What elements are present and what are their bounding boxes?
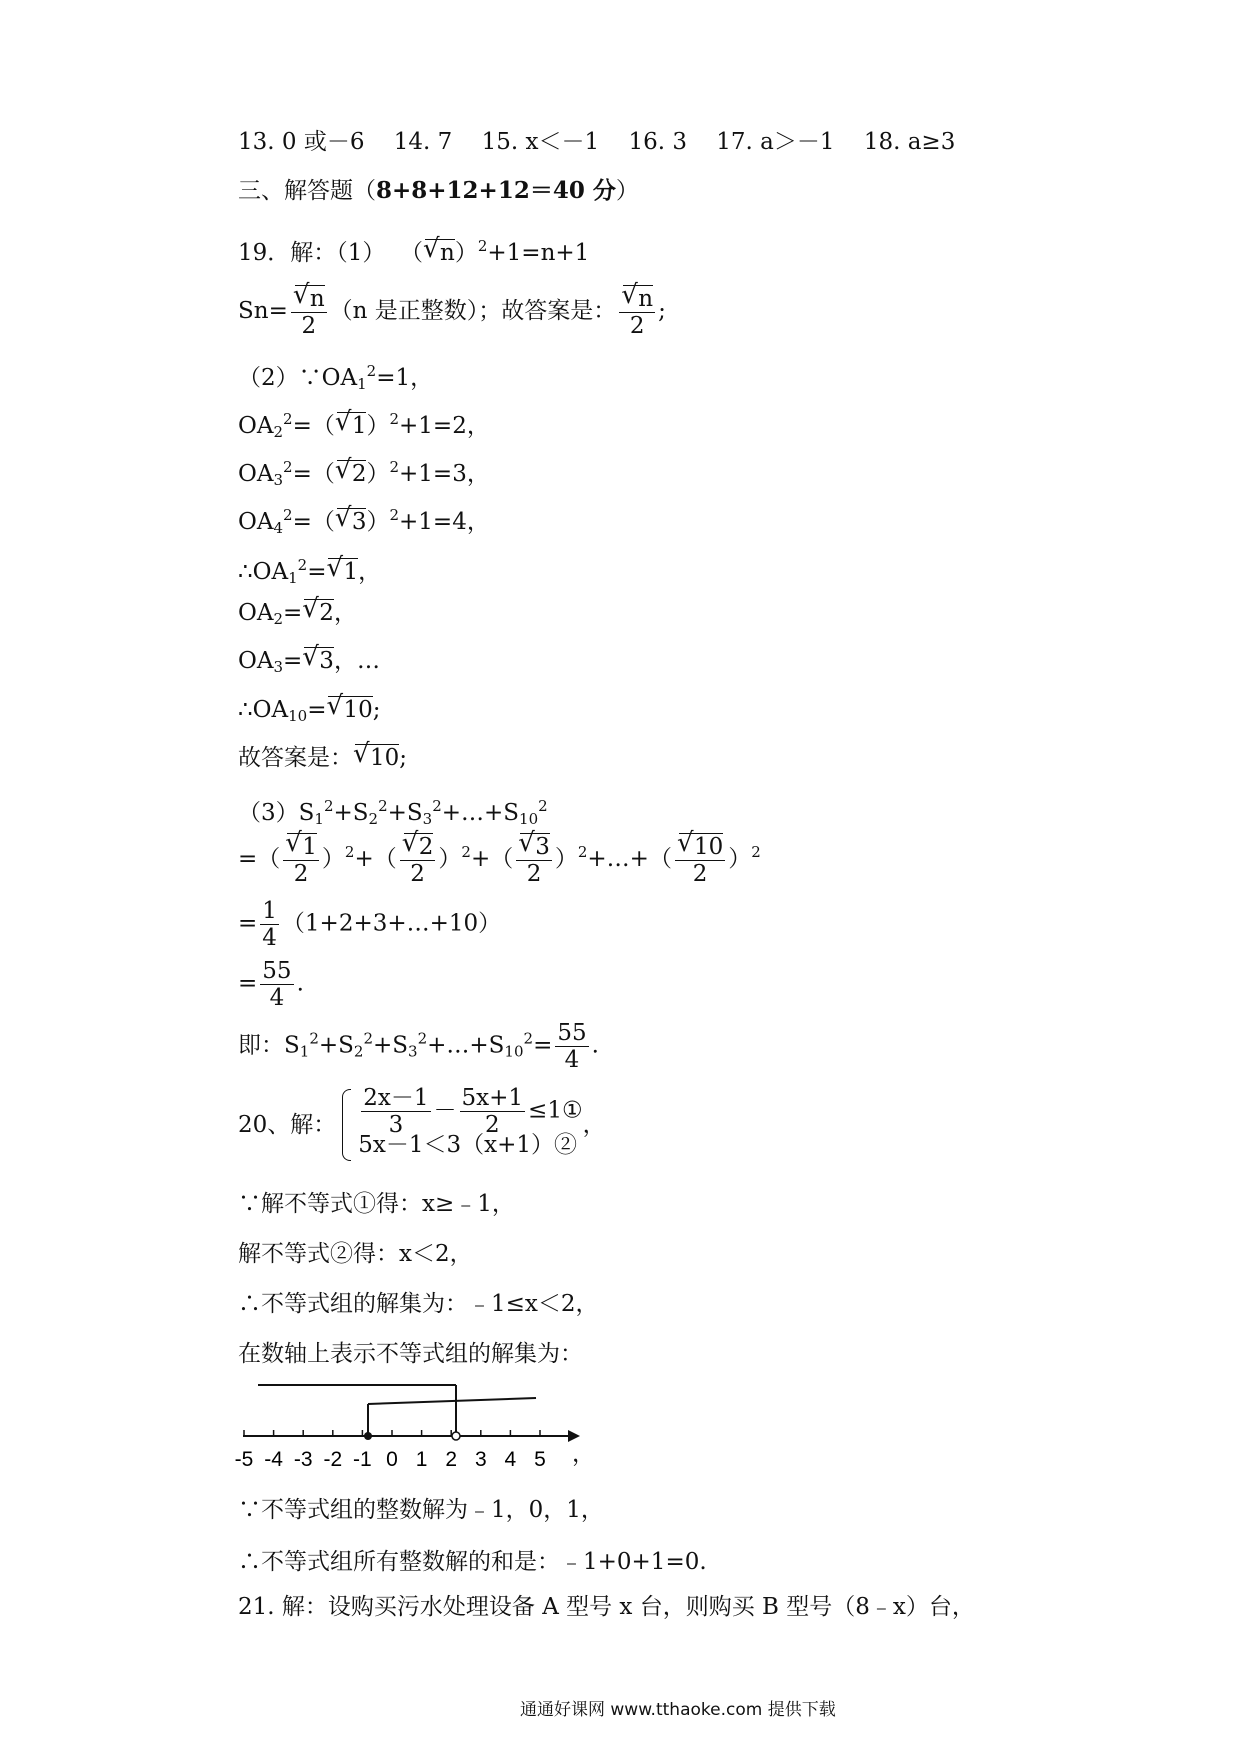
solution-bar-lower — [368, 1398, 536, 1404]
q19-sn-line: Sn= √ $\frac{n}{2}$ （n 是正整数）；故答案是： √ $\frac{n}{2}$ ; — [238, 285, 666, 339]
q19-conclusion: 即：$S_1^2+S_2^2+S_3^2+\dots+S_{10}^2=$ $\frac{55}{4}$ . — [238, 1020, 599, 1073]
q19-part3-quarter: = $\frac{1}{4}$ （1+2+3+…+10） — [238, 898, 502, 951]
q21-line-1: 21. 解：设购买污水处理设备 A 型号 x 台，则购买 B 型号（8﹣x）台， — [238, 1594, 975, 1620]
q19-oa10-root: $\therefore OA_{10}=√$ 10; — [238, 696, 381, 730]
fill-answers-line — [238, 128, 955, 156]
inequality-system: $\frac{2x-1}{3}$ － $\frac{5x+1}{2}$ ≤1① 5x－1＜3（x+1）② — [342, 1085, 582, 1165]
q19-line-1: 19．解：（1） （√ n）$^2$+1=n+1 — [238, 232, 589, 267]
answer-18: 18. a≥3 — [863, 129, 956, 155]
solid-point-minus-1 — [364, 1432, 372, 1440]
q19-oa1-root: $\therefore OA_1^2=√$ 1， — [238, 551, 381, 592]
q19-part3-head: $(3)S_1^2+S_2^2+S_3^2+\dots+S_{10}^2$ — [238, 797, 548, 828]
q19-oa4-line: $OA_4^2=(√$ 3）$^2$+1=4， — [238, 501, 490, 542]
number-line-comma: ， — [572, 1441, 595, 1467]
fraction: √ $\frac{n}{2}$ — [291, 285, 327, 339]
q19-oa2-line: $OA_2^2=(√$ 1）$^2$+1=2， — [238, 405, 490, 446]
fraction: √ $\frac{n}{2}$ — [619, 285, 655, 339]
answer-15: 15. x＜－1 — [481, 129, 600, 155]
axis-tick-label: -2 — [323, 1448, 343, 1471]
answer-17: 17. a＞－1 — [716, 129, 835, 155]
q20-line-2: 解不等式②得：x＜2， — [238, 1241, 473, 1267]
axis-tick-label: 1 — [415, 1448, 428, 1471]
sqrt: √ n — [425, 239, 455, 264]
q19-answer-2: 故答案是：√ 10; — [238, 744, 407, 772]
axis-tick-label: -3 — [293, 1448, 313, 1471]
open-point-2 — [452, 1432, 460, 1440]
q19-part3-expand: =（ √ $\frac{1}{2}$ ）$^2$+（ √ $\frac{2}{2}$ ）$^2$+（ √ $\frac{3}{2}$ ）$^2$+…+（ √ $\frac{10}{2}$ ）$^2$ — [238, 833, 761, 887]
number-line — [228, 1378, 598, 1488]
axis-tick-label: 5 — [534, 1448, 546, 1471]
axis-tick-label: 0 — [386, 1448, 398, 1471]
q20-line-1: ∵解不等式①得：x≥﹣1， — [238, 1191, 515, 1217]
axis-tick-label: 2 — [445, 1448, 458, 1471]
q20-system: 20、解： $\frac{2x-1}{3}$ － $\frac{5x+1}{2}$ ≤1① 5x－1＜3（x+1）② ， — [238, 1085, 606, 1165]
q20-line-4: 在数轴上表示不等式组的解集为： — [238, 1341, 583, 1367]
q19-part2-head: $(2)\because OA_1^2=1$， — [238, 362, 434, 393]
answer-13: 13. 0 或－6 — [238, 129, 365, 155]
answer-16: 16. 3 — [628, 129, 687, 155]
q20-line-5: ∵不等式组的整数解为﹣1，0，1， — [238, 1497, 604, 1523]
axis-tick-label: -1 — [353, 1448, 372, 1471]
axis-tick-label: 3 — [474, 1448, 487, 1471]
section-points: 8+8+12+12＝40 分 — [376, 177, 616, 204]
axis-tick-label: 4 — [504, 1448, 517, 1471]
q19-part3-result: = $\frac{55}{4}$ . — [238, 958, 304, 1011]
axis-tick-label: -5 — [234, 1448, 254, 1471]
footer-watermark: 通通好课网 www.tthaoke.com 提供下载 — [520, 1700, 836, 1720]
section-title: 三、解答题（8+8+12+12＝40 分） — [238, 177, 639, 204]
answer-14: 14. 7 — [393, 129, 453, 155]
q19-oa3-line: $OA_3^2=(√$ 2）$^2$+1=3， — [238, 453, 490, 494]
q19-oa3-root: $OA_3=√$ 3，… — [238, 647, 380, 681]
q19-oa2-root: $OA_2=√$ 2， — [238, 599, 357, 633]
q20-line-6: ∴不等式组所有整数解的和是：﹣1+0+1=0. — [238, 1549, 707, 1575]
q20-line-3: ∴不等式组的解集为：﹣1≤x＜2， — [238, 1291, 599, 1317]
axis-tick-label: -4 — [264, 1448, 283, 1471]
